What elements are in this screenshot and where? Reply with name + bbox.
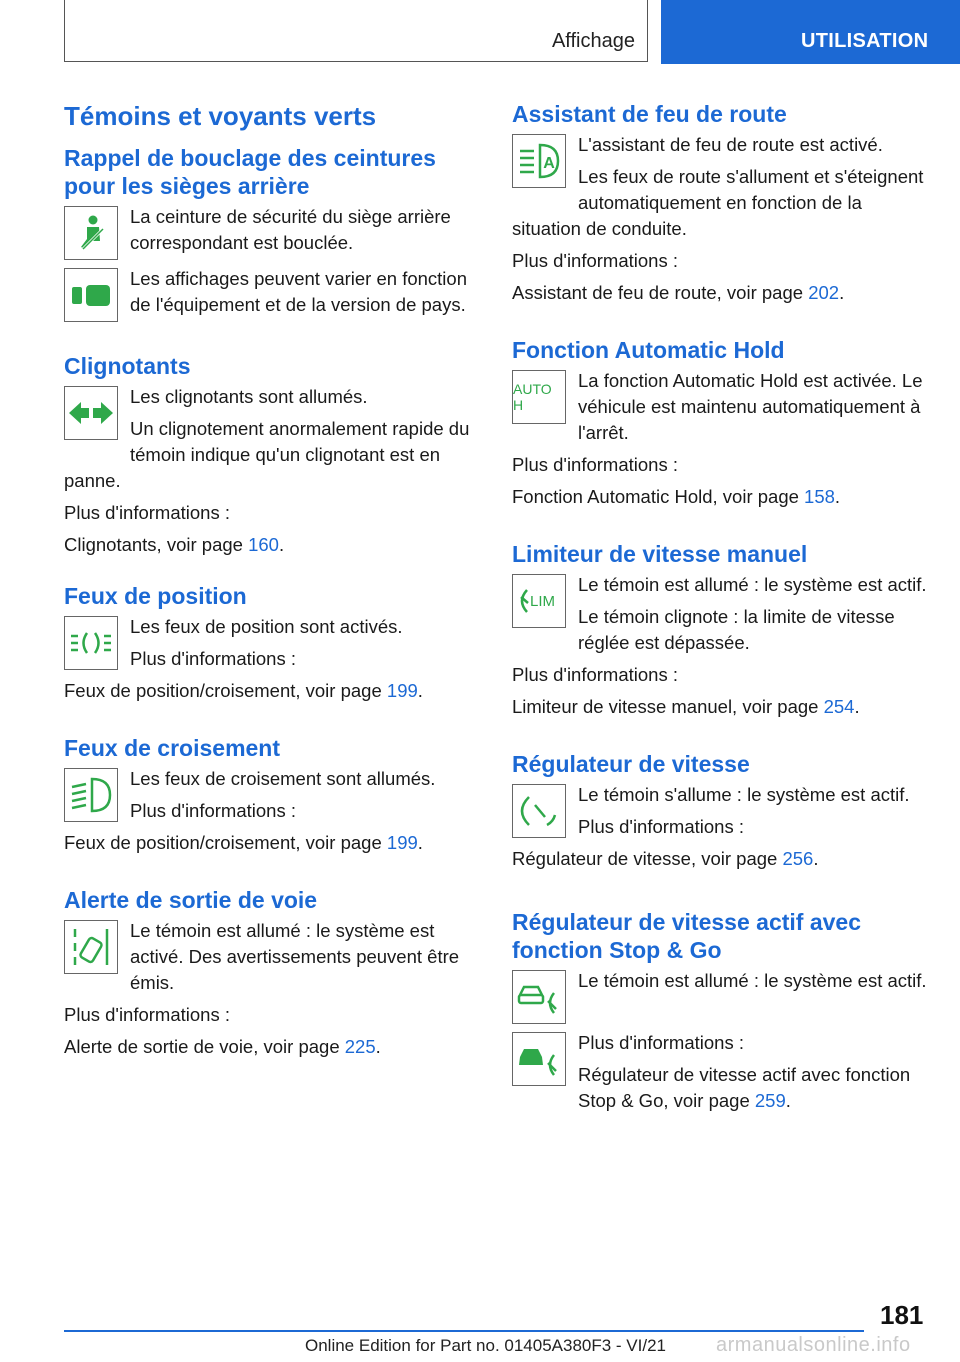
paragraph: Plus d'informations : (512, 454, 678, 475)
paragraph: Plus d'informations : (512, 664, 678, 685)
section-heading: Feux de position (64, 583, 247, 609)
paragraph: Le témoin est allumé : le système est activé. Des avertissements peuvent être émis. (130, 920, 460, 993)
left-column (64, 100, 484, 1084)
paragraph: Plus d'informations : (64, 1004, 230, 1025)
position-lights-icon (64, 616, 118, 670)
cruise-control-icon (512, 784, 566, 838)
auto-hold-icon (512, 370, 566, 424)
section-high-beam-assistant (512, 100, 932, 306)
right-column (512, 100, 932, 1150)
section-turn-signals (64, 352, 484, 558)
section-cruise-control (512, 750, 932, 878)
page-reference: Limiteur de vitesse manuel, voir page 254. (512, 696, 860, 717)
section-heading: Alerte de sortie de voie (64, 887, 318, 913)
section-seatbelt (64, 144, 484, 328)
section-heading: Fonction Automatic Hold (512, 337, 785, 363)
page-link[interactable]: 160 (248, 534, 279, 555)
page-reference: Régulateur de vitesse, voir page 256. (512, 848, 819, 869)
paragraph: La ceinture de sécurité du siège arrière correspondant est bouclée. (130, 206, 451, 253)
page-link[interactable]: 225 (344, 1036, 376, 1057)
page-link[interactable]: 202 (808, 282, 840, 303)
paragraph: Plus d'informations : (130, 648, 296, 669)
paragraph: Le témoin s'allume : le système est actif. (578, 784, 910, 805)
section-heading: Assistant de feu de route (512, 101, 787, 127)
section-low-beam (64, 734, 484, 862)
footer-edition: Online Edition for Part no. 01405A380F3 - VI/21 (305, 1336, 667, 1355)
paragraph: Les feux de route s'allument et s'éteignent automatiquement en fonction de la situation de conduite. (512, 166, 924, 239)
paragraph: Plus d'informations : (578, 1032, 744, 1053)
page-number: 181 (880, 1300, 924, 1330)
paragraph: Les clignotants sont allumés. (130, 386, 368, 407)
section-heading: Régulateur de vitesse actif avec fonction Stop & Go (512, 909, 861, 963)
section-position-lights (64, 582, 484, 710)
paragraph: Plus d'informations : (578, 816, 744, 837)
page-link[interactable]: 259 (754, 1090, 786, 1111)
page-reference: Fonction Automatic Hold, voir page 158. (512, 486, 841, 507)
watermark: armanualsonline.info (716, 1334, 911, 1356)
paragraph: Le témoin est allumé : le système est actif. (578, 574, 927, 595)
paragraph: Plus d'informations : (64, 502, 230, 523)
section-heading: Limiteur de vitesse manuel (512, 541, 808, 567)
footer-divider (64, 1330, 864, 1332)
page-reference: Assistant de feu de route, voir page 202. (512, 282, 845, 303)
header-section-box (64, 0, 648, 62)
section-heading: Régulateur de vitesse (512, 751, 750, 777)
page-link[interactable]: 199 (386, 832, 418, 853)
paragraph: Le témoin est allumé : le système est actif. (578, 970, 927, 991)
paragraph: Les feux de position sont activés. (130, 616, 403, 637)
section-speed-limiter (512, 540, 932, 720)
active-cruise-control-vehicle-icon (512, 1032, 566, 1086)
seatbelt-icon (64, 206, 118, 260)
rear-seat-indicator-icon (64, 268, 118, 322)
paragraph: Plus d'informations : (130, 800, 296, 821)
section-lane-departure (64, 886, 484, 1060)
paragraph: Plus d'informations : (512, 250, 678, 271)
lane-departure-icon (64, 920, 118, 974)
section-heading: Feux de croisement (64, 735, 281, 761)
turn-signal-icon (64, 386, 118, 440)
page-reference: Clignotants, voir page 160. (64, 534, 285, 555)
page-link[interactable]: 254 (823, 696, 855, 717)
paragraph: Les feux de croisement sont allumés. (130, 768, 436, 789)
active-cruise-control-icon (512, 970, 566, 1024)
paragraph: L'assistant de feu de route est activé. (578, 134, 883, 155)
svg-text:A: A (543, 155, 555, 172)
page-title: Témoins et voyants verts (64, 101, 377, 131)
speed-limiter-icon (512, 574, 566, 628)
speed-limiter-icon-label: LIM (530, 592, 556, 610)
section-active-cruise-control (512, 908, 932, 1120)
paragraph: Un clignotement anormalement rapide du témoin indique qu'un clignotant est en panne. (64, 418, 470, 491)
paragraph: La fonction Automatic Hold est activée. Le véhicule est maintenu automatiquement à l'arrêt. (578, 370, 923, 443)
page-reference: Feux de position/croisement, voir page 199. (64, 680, 423, 701)
low-beam-icon (64, 768, 118, 822)
paragraph: Le témoin clignote : la limite de vitesse réglée est dépassée. (578, 606, 895, 653)
paragraph: Les affichages peuvent varier en fonction de l'équipement et de la version de pays. (130, 268, 467, 315)
section-heading: Clignotants (64, 353, 191, 379)
section-automatic-hold (512, 336, 932, 510)
section-heading: Rappel de bouclage des ceintures pour les sièges arrière (64, 145, 436, 199)
page-link[interactable]: 158 (804, 486, 835, 507)
header-section-label: Affichage (551, 30, 635, 52)
header-chapter-box (661, 0, 960, 64)
page-link[interactable]: 256 (782, 848, 814, 869)
page-link[interactable]: 199 (386, 680, 418, 701)
page-reference: Feux de position/croisement, voir page 199. (64, 832, 423, 853)
page-reference: Régulateur de vitesse actif avec fonction Stop & Go, voir page 259. (578, 1064, 911, 1111)
header-chapter-label: UTILISATION (801, 30, 929, 52)
page-reference: Alerte de sortie de voie, voir page 225. (64, 1036, 381, 1057)
high-beam-assistant-icon (512, 134, 566, 188)
auto-hold-icon-label: AUTO H (513, 381, 552, 413)
